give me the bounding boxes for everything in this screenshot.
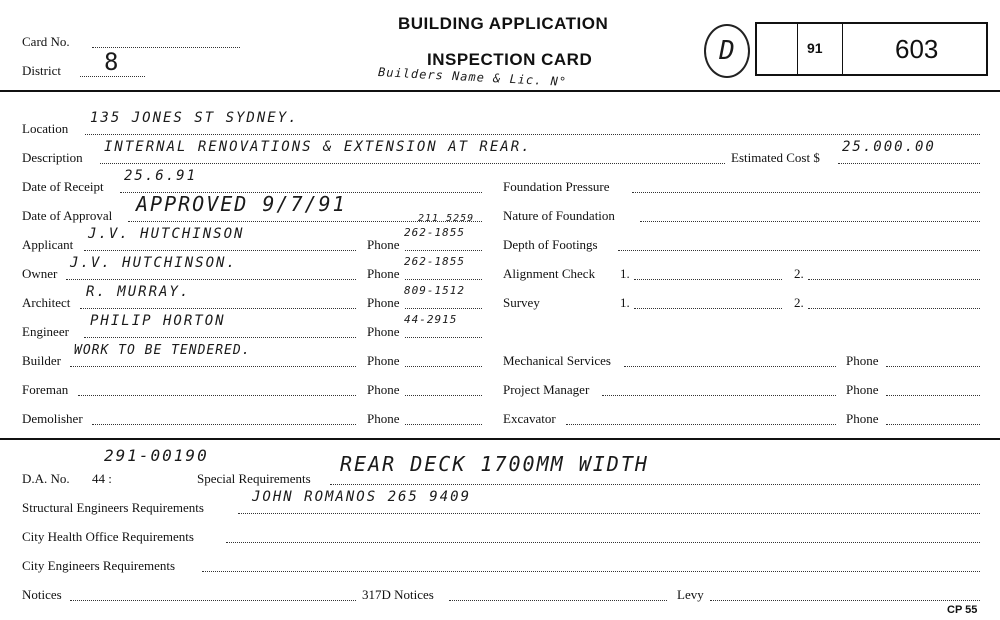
foreman-phone-label: Phone — [367, 382, 400, 397]
depth-footings-field[interactable] — [618, 237, 980, 251]
builder-phone-label: Phone — [367, 353, 400, 368]
project-manager-phone-label: Phone — [846, 382, 879, 397]
mechanical-phone-label: Phone — [846, 353, 879, 368]
alignment-check-n1: 1. — [620, 266, 630, 281]
levy-label: Levy — [677, 587, 704, 602]
applicant-phone-field[interactable] — [405, 237, 482, 251]
health-office-label: City Health Office Requirements — [22, 529, 194, 544]
district-label: District — [22, 63, 61, 78]
notices-field[interactable] — [70, 587, 356, 601]
excavator-phone-label: Phone — [846, 411, 879, 426]
receipt-label: Date of Receipt — [22, 179, 104, 194]
form-subtitle: INSPECTION CARD — [427, 50, 593, 69]
foreman-field[interactable] — [78, 382, 356, 396]
depth-footings-label: Depth of Footings — [503, 237, 598, 252]
project-manager-label: Project Manager — [503, 382, 590, 397]
location-value: 135 JONES ST SYDNEY. — [90, 110, 299, 126]
architect-phone-field[interactable] — [405, 295, 482, 309]
card-year: 91 — [807, 40, 823, 56]
owner-phone-label: Phone — [367, 266, 400, 281]
card-number: 603 — [895, 34, 939, 64]
district-value: 8 — [104, 48, 121, 76]
excavator-phone-field[interactable] — [886, 411, 980, 425]
demolisher-field[interactable] — [92, 411, 356, 425]
health-office-field[interactable] — [226, 529, 980, 543]
circled-mark: D — [704, 24, 750, 78]
project-manager-phone-field[interactable] — [886, 382, 980, 396]
owner-phone-field[interactable] — [405, 266, 482, 280]
notices-label: Notices — [22, 587, 62, 602]
city-engineers-label: City Engineers Requirements — [22, 558, 176, 573]
location-label: Location — [22, 121, 69, 136]
structural-engineers-value: JOHN ROMANOS 265 9409 — [252, 489, 472, 505]
form-code: CP 55 — [947, 604, 978, 616]
foreman-label: Foreman — [22, 382, 69, 397]
owner-value: J.V. HUTCHINSON. — [70, 255, 237, 271]
survey-n1: 1. — [620, 295, 630, 310]
form-title: BUILDING APPLICATION — [398, 14, 609, 33]
receipt-value: 25.6.91 — [124, 168, 198, 184]
city-engineers-field[interactable] — [202, 558, 980, 572]
mechanical-phone-field[interactable] — [886, 353, 980, 367]
applicant-label: Applicant — [22, 237, 74, 252]
card-number-box — [755, 22, 988, 76]
special-requirements-label: Special Requirements — [197, 471, 311, 486]
nature-foundation-label: Nature of Foundation — [503, 208, 615, 223]
approval-value: APPROVED 9/7/91 — [136, 192, 347, 216]
architect-phone-value: 809-1512 — [404, 284, 465, 297]
builder-value: WORK TO BE TENDERED. — [74, 343, 251, 358]
demolisher-phone-field[interactable] — [405, 411, 482, 425]
survey-field-2[interactable] — [808, 295, 980, 309]
header-rule — [0, 90, 1000, 92]
demolisher-phone-label: Phone — [367, 411, 400, 426]
alignment-check-label: Alignment Check — [503, 266, 596, 281]
card-no-field[interactable] — [92, 34, 240, 48]
demolisher-label: Demolisher — [22, 411, 83, 426]
owner-phone-value: 262-1855 — [404, 255, 465, 268]
notices-317d-label: 317D Notices — [362, 587, 434, 602]
survey-field-1[interactable] — [634, 295, 782, 309]
builder-phone-field[interactable] — [405, 353, 482, 367]
project-manager-field[interactable] — [602, 382, 836, 396]
applicant-value: J.V. HUTCHINSON — [88, 226, 245, 242]
foreman-phone-field[interactable] — [405, 382, 482, 396]
excavator-label: Excavator — [503, 411, 556, 426]
nature-foundation-field[interactable] — [640, 208, 980, 222]
builder-label: Builder — [22, 353, 61, 368]
engineer-phone-label: Phone — [367, 324, 400, 339]
alignment-check-field-2[interactable] — [808, 266, 980, 280]
notices-317d-field[interactable] — [449, 587, 667, 601]
estimated-cost-label: Estimated Cost $ — [731, 150, 820, 165]
engineer-label: Engineer — [22, 324, 69, 339]
engineer-phone-field[interactable] — [405, 324, 482, 338]
applicant-phone-note: 211 5259 — [418, 213, 475, 224]
applicant-phone-label: Phone — [367, 237, 400, 252]
architect-phone-label: Phone — [367, 295, 400, 310]
da-handwritten-number: 291-00190 — [104, 446, 209, 465]
foundation-pressure-field[interactable] — [632, 179, 980, 193]
architect-value: R. MURRAY. — [86, 284, 191, 300]
special-requirements-value: REAR DECK 1700MM WIDTH — [340, 452, 649, 476]
da-value: 44 : — [92, 471, 112, 486]
da-label: D.A. No. — [22, 471, 70, 486]
excavator-field[interactable] — [566, 411, 836, 425]
description-value: INTERNAL RENOVATIONS & EXTENSION AT REAR. — [104, 139, 532, 155]
section-rule — [0, 438, 1000, 440]
card-no-label: Card No. — [22, 34, 70, 49]
alignment-check-n2: 2. — [794, 266, 804, 281]
mechanical-services-field[interactable] — [624, 353, 836, 367]
mechanical-services-label: Mechanical Services — [503, 353, 611, 368]
approval-label: Date of Approval — [22, 208, 113, 223]
engineer-phone-value: 44-2915 — [404, 313, 458, 326]
engineer-value: PHILIP HORTON — [90, 313, 226, 329]
description-label: Description — [22, 150, 83, 165]
builders-name-note: Builders Name & Lic. N° — [377, 65, 568, 89]
foundation-pressure-label: Foundation Pressure — [503, 179, 610, 194]
survey-label: Survey — [503, 295, 540, 310]
applicant-phone-value: 262-1855 — [404, 226, 465, 239]
architect-label: Architect — [22, 295, 71, 310]
survey-n2: 2. — [794, 295, 804, 310]
alignment-check-field-1[interactable] — [634, 266, 782, 280]
levy-field[interactable] — [710, 587, 980, 601]
structural-engineers-label: Structural Engineers Requirements — [22, 500, 204, 515]
owner-label: Owner — [22, 266, 58, 281]
estimated-cost-value: 25.000.00 — [842, 139, 936, 155]
